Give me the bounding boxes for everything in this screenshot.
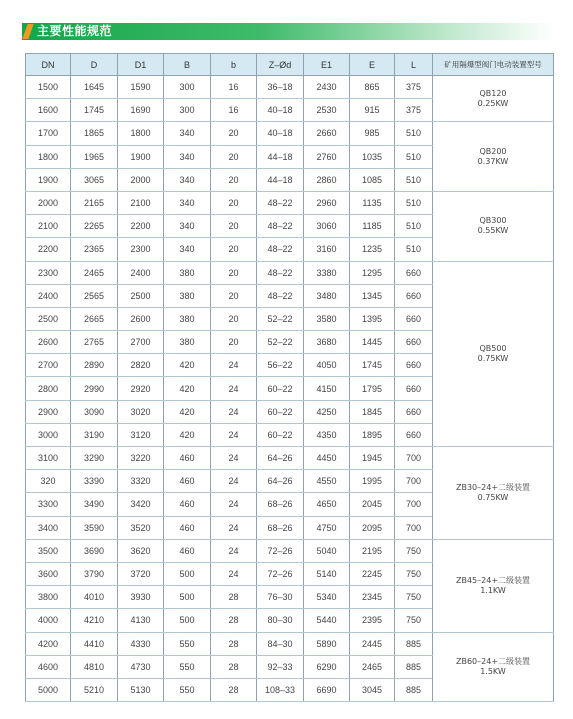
column-header: b [211, 54, 257, 76]
table-cell: 340 [164, 191, 211, 214]
table-cell: 16 [211, 76, 257, 99]
actuator-model-name: ZB45–24+二级装置 [455, 575, 531, 585]
table-cell: 660 [395, 261, 433, 284]
table-cell: 1395 [350, 307, 395, 330]
table-cell: 750 [395, 539, 433, 562]
table-cell: 28 [211, 632, 257, 655]
table-cell: 985 [350, 122, 395, 145]
table-cell: 3400 [26, 516, 71, 539]
table-row [26, 261, 554, 284]
table-cell: 2820 [118, 354, 164, 377]
table-cell: 1690 [118, 99, 164, 122]
table-cell: 20 [211, 122, 257, 145]
table-cell: 72–26 [257, 562, 304, 585]
table-cell: 2860 [304, 168, 350, 191]
table-cell: 2165 [71, 191, 118, 214]
table-cell: 48–22 [257, 261, 304, 284]
table-cell: 340 [164, 145, 211, 168]
table-cell: 3580 [304, 307, 350, 330]
table-cell: 4350 [304, 423, 350, 446]
table-cell: 510 [395, 215, 433, 238]
table-cell: 380 [164, 331, 211, 354]
table-cell: 3065 [71, 168, 118, 191]
table-cell: 4600 [26, 655, 71, 678]
table-cell: 3390 [71, 470, 118, 493]
table-cell: 2200 [118, 215, 164, 238]
table-cell: 2300 [26, 261, 71, 284]
table-cell: 20 [211, 168, 257, 191]
table-cell: 660 [395, 377, 433, 400]
table-cell: 660 [395, 354, 433, 377]
table-cell: 380 [164, 307, 211, 330]
table-cell: 3020 [118, 400, 164, 423]
table-cell: 24 [211, 470, 257, 493]
table-cell: 2565 [71, 284, 118, 307]
table-cell: 1865 [71, 122, 118, 145]
table-cell: 460 [164, 539, 211, 562]
table-cell: 1795 [350, 377, 395, 400]
table-cell: 750 [395, 609, 433, 632]
table-cell: 36–18 [257, 76, 304, 99]
table-cell: 3790 [71, 562, 118, 585]
table-cell: 3100 [26, 447, 71, 470]
actuator-model-cell [433, 539, 554, 632]
table-cell: 2465 [71, 261, 118, 284]
table-cell: 4210 [71, 609, 118, 632]
table-cell: 3290 [71, 447, 118, 470]
table-cell: 24 [211, 400, 257, 423]
table-cell: 1085 [350, 168, 395, 191]
actuator-model-power: 0.75KW [477, 353, 509, 363]
table-cell: 3480 [304, 284, 350, 307]
table-cell: 1700 [26, 122, 71, 145]
table-cell: 3190 [71, 423, 118, 446]
actuator-model-name: QB500 [479, 343, 507, 353]
table-cell: 3620 [118, 539, 164, 562]
actuator-model-cell [433, 191, 554, 261]
table-cell: 24 [211, 562, 257, 585]
table-cell: 2600 [26, 331, 71, 354]
table-cell: 660 [395, 423, 433, 446]
table-cell: 3590 [71, 516, 118, 539]
table-cell: 3000 [26, 423, 71, 446]
actuator-model-power: 0.25KW [477, 98, 509, 108]
table-cell: 2700 [118, 331, 164, 354]
column-header: Z–Ød [257, 54, 304, 76]
table-cell: 4330 [118, 632, 164, 655]
table-cell: 4250 [304, 400, 350, 423]
table-cell: 20 [211, 215, 257, 238]
table-cell: 1800 [118, 122, 164, 145]
table-row [26, 632, 554, 655]
table-cell: 2100 [118, 191, 164, 214]
table-cell: 3420 [118, 493, 164, 516]
table-cell: 5000 [26, 678, 71, 701]
table-cell: 68–26 [257, 516, 304, 539]
table-cell: 420 [164, 354, 211, 377]
table-cell: 28 [211, 655, 257, 678]
table-cell: 5890 [304, 632, 350, 655]
table-cell: 510 [395, 145, 433, 168]
actuator-model-name: ZB60–24+二级装置 [455, 656, 531, 666]
table-cell: 3380 [304, 261, 350, 284]
table-cell: 660 [395, 284, 433, 307]
actuator-model-cell [433, 122, 554, 192]
table-cell: 2000 [118, 168, 164, 191]
table-cell: 420 [164, 423, 211, 446]
table-header-row [26, 54, 554, 76]
table-cell: 4750 [304, 516, 350, 539]
table-cell: 700 [395, 470, 433, 493]
table-cell: 2600 [118, 307, 164, 330]
table-cell: 64–26 [257, 470, 304, 493]
table-cell: 3930 [118, 586, 164, 609]
table-cell: 885 [395, 632, 433, 655]
table-cell: 3800 [26, 586, 71, 609]
table-cell: 550 [164, 678, 211, 701]
table-cell: 2195 [350, 539, 395, 562]
table-cell: 3320 [118, 470, 164, 493]
table-cell: 2500 [118, 284, 164, 307]
table-cell: 3520 [118, 516, 164, 539]
table-cell: 3720 [118, 562, 164, 585]
table-cell: 44–18 [257, 168, 304, 191]
column-header: D [71, 54, 118, 76]
actuator-model-power: 0.37KW [477, 156, 509, 166]
performance-spec-table [25, 53, 554, 702]
table-cell: 3500 [26, 539, 71, 562]
table-cell: 340 [164, 168, 211, 191]
table-cell: 2900 [26, 400, 71, 423]
table-cell: 510 [395, 122, 433, 145]
table-cell: 2660 [304, 122, 350, 145]
table-cell: 1445 [350, 331, 395, 354]
table-cell: 60–22 [257, 400, 304, 423]
table-cell: 76–30 [257, 586, 304, 609]
table-cell: 3045 [350, 678, 395, 701]
table-cell: 2000 [26, 191, 71, 214]
table-cell: 2095 [350, 516, 395, 539]
table-cell: 5340 [304, 586, 350, 609]
table-cell: 1900 [118, 145, 164, 168]
table-cell: 885 [395, 655, 433, 678]
table-body [26, 76, 554, 702]
table-cell: 24 [211, 354, 257, 377]
table-cell: 500 [164, 586, 211, 609]
table-cell: 20 [211, 238, 257, 261]
column-header: D1 [118, 54, 164, 76]
table-cell: 3160 [304, 238, 350, 261]
table-cell: 2400 [118, 261, 164, 284]
table-cell: 1345 [350, 284, 395, 307]
table-cell: 2890 [71, 354, 118, 377]
table-cell: 1745 [350, 354, 395, 377]
table-cell: 5140 [304, 562, 350, 585]
table-cell: 3300 [26, 493, 71, 516]
table-cell: 3600 [26, 562, 71, 585]
actuator-model-name: QB200 [479, 146, 507, 156]
table-cell: 1945 [350, 447, 395, 470]
table-cell: 4130 [118, 609, 164, 632]
table-cell: 2365 [71, 238, 118, 261]
table-cell: 56–22 [257, 354, 304, 377]
table-cell: 52–22 [257, 331, 304, 354]
table-cell: 460 [164, 447, 211, 470]
column-header: E [350, 54, 395, 76]
table-cell: 660 [395, 307, 433, 330]
actuator-model-power: 0.55KW [477, 226, 509, 236]
table-row [26, 122, 554, 145]
table-cell: 300 [164, 76, 211, 99]
table-cell: 2200 [26, 238, 71, 261]
table-cell: 1185 [350, 215, 395, 238]
actuator-model-power: 1.1KW [480, 585, 506, 595]
table-cell: 2465 [350, 655, 395, 678]
table-cell: 4450 [304, 447, 350, 470]
table-cell: 24 [211, 493, 257, 516]
table-cell: 72–26 [257, 539, 304, 562]
table-cell: 3060 [304, 215, 350, 238]
table-cell: 2300 [118, 238, 164, 261]
table-cell: 20 [211, 261, 257, 284]
table-cell: 375 [395, 99, 433, 122]
table-cell: 2960 [304, 191, 350, 214]
table-cell: 380 [164, 261, 211, 284]
table-cell: 300 [164, 99, 211, 122]
table-cell: 3120 [118, 423, 164, 446]
table-cell: 3090 [71, 400, 118, 423]
table-cell: 20 [211, 145, 257, 168]
table-cell: 700 [395, 516, 433, 539]
table-cell: 2700 [26, 354, 71, 377]
table-cell: 3680 [304, 331, 350, 354]
table-cell: 1895 [350, 423, 395, 446]
table-row [26, 76, 554, 99]
actuator-model-power: 1.5KW [480, 666, 506, 676]
table-cell: 340 [164, 215, 211, 238]
table-cell: 500 [164, 609, 211, 632]
table-cell: 2920 [118, 377, 164, 400]
table-cell: 48–22 [257, 238, 304, 261]
table-cell: 1845 [350, 400, 395, 423]
column-header: E1 [304, 54, 350, 76]
table-cell: 3490 [71, 493, 118, 516]
column-header: L [395, 54, 433, 76]
table-cell: 28 [211, 609, 257, 632]
table-cell: 865 [350, 76, 395, 99]
table-cell: 2445 [350, 632, 395, 655]
column-header: DN [26, 54, 71, 76]
table-cell: 510 [395, 168, 433, 191]
table-cell: 1035 [350, 145, 395, 168]
table-cell: 60–22 [257, 377, 304, 400]
table-cell: 700 [395, 493, 433, 516]
table-cell: 1965 [71, 145, 118, 168]
table-cell: 2430 [304, 76, 350, 99]
actuator-model-cell [433, 632, 554, 702]
table-cell: 420 [164, 400, 211, 423]
table-cell: 2765 [71, 331, 118, 354]
table-cell: 915 [350, 99, 395, 122]
table-cell: 6290 [304, 655, 350, 678]
table-cell: 2395 [350, 609, 395, 632]
table-cell: 64–26 [257, 447, 304, 470]
table-cell: 48–22 [257, 215, 304, 238]
table-row [26, 447, 554, 470]
table-cell: 4050 [304, 354, 350, 377]
table-row [26, 191, 554, 214]
table-cell: 5210 [71, 678, 118, 701]
table-cell: 1235 [350, 238, 395, 261]
table-cell: 24 [211, 447, 257, 470]
table-cell: 4550 [304, 470, 350, 493]
table-cell: 660 [395, 400, 433, 423]
actuator-model-cell [433, 261, 554, 447]
table-cell: 510 [395, 191, 433, 214]
table-cell: 510 [395, 238, 433, 261]
table-cell: 68–26 [257, 493, 304, 516]
table-cell: 5130 [118, 678, 164, 701]
table-cell: 2800 [26, 377, 71, 400]
table-cell: 1745 [71, 99, 118, 122]
header-accent-slash [22, 24, 33, 39]
table-cell: 1500 [26, 76, 71, 99]
table-cell: 40–18 [257, 122, 304, 145]
table-cell: 16 [211, 99, 257, 122]
table-cell: 2100 [26, 215, 71, 238]
table-cell: 420 [164, 377, 211, 400]
table-cell: 700 [395, 447, 433, 470]
table-cell: 40–18 [257, 99, 304, 122]
table-cell: 4000 [26, 609, 71, 632]
table-cell: 1645 [71, 76, 118, 99]
actuator-model-name: ZB30–24+二级装置 [455, 482, 531, 492]
table-cell: 24 [211, 516, 257, 539]
table-cell: 2990 [71, 377, 118, 400]
table-cell: 84–30 [257, 632, 304, 655]
actuator-model-name: QB120 [479, 88, 507, 98]
table-cell: 108–33 [257, 678, 304, 701]
table-cell: 5040 [304, 539, 350, 562]
table-cell: 2665 [71, 307, 118, 330]
table-cell: 2045 [350, 493, 395, 516]
table-cell: 1295 [350, 261, 395, 284]
table-cell: 4150 [304, 377, 350, 400]
table-cell: 750 [395, 562, 433, 585]
actuator-model-name: QB300 [479, 216, 507, 226]
table-cell: 20 [211, 331, 257, 354]
actuator-model-power: 0.75KW [477, 492, 509, 502]
table-cell: 460 [164, 470, 211, 493]
table-cell: 375 [395, 76, 433, 99]
table-cell: 500 [164, 562, 211, 585]
table-cell: 24 [211, 539, 257, 562]
table-cell: 380 [164, 284, 211, 307]
table-cell: 1600 [26, 99, 71, 122]
table-cell: 4650 [304, 493, 350, 516]
table-cell: 60–22 [257, 423, 304, 446]
table-cell: 460 [164, 516, 211, 539]
table-cell: 80–30 [257, 609, 304, 632]
table-cell: 4730 [118, 655, 164, 678]
table-cell: 1135 [350, 191, 395, 214]
table-cell: 28 [211, 586, 257, 609]
table-cell: 5440 [304, 609, 350, 632]
table-cell: 460 [164, 493, 211, 516]
table-cell: 92–33 [257, 655, 304, 678]
table-cell: 6690 [304, 678, 350, 701]
column-header: 矿用隔爆型阀门电动装置型号 [433, 54, 554, 76]
table-cell: 1995 [350, 470, 395, 493]
table-cell: 48–22 [257, 191, 304, 214]
table-cell: 3690 [71, 539, 118, 562]
table-cell: 20 [211, 307, 257, 330]
table-cell: 1900 [26, 168, 71, 191]
table-cell: 550 [164, 632, 211, 655]
table-cell: 1590 [118, 76, 164, 99]
table-cell: 24 [211, 377, 257, 400]
table-cell: 2400 [26, 284, 71, 307]
table-cell: 4410 [71, 632, 118, 655]
table-cell: 750 [395, 586, 433, 609]
table-cell: 44–18 [257, 145, 304, 168]
table-cell: 48–22 [257, 284, 304, 307]
table-cell: 1800 [26, 145, 71, 168]
table-cell: 550 [164, 655, 211, 678]
table-cell: 52–22 [257, 307, 304, 330]
table-cell: 28 [211, 678, 257, 701]
table-cell: 4200 [26, 632, 71, 655]
table-cell: 4810 [71, 655, 118, 678]
table-cell: 340 [164, 122, 211, 145]
table-cell: 2345 [350, 586, 395, 609]
table-cell: 340 [164, 238, 211, 261]
table-cell: 2500 [26, 307, 71, 330]
actuator-model-cell [433, 76, 554, 122]
table-row [26, 539, 554, 562]
section-title: 主要性能规范 [37, 24, 113, 38]
table-cell: 4010 [71, 586, 118, 609]
table-cell: 2530 [304, 99, 350, 122]
table-cell: 885 [395, 678, 433, 701]
table-cell: 3220 [118, 447, 164, 470]
column-header: B [164, 54, 211, 76]
actuator-model-cell [433, 447, 554, 540]
table-cell: 24 [211, 423, 257, 446]
table-cell: 320 [26, 470, 71, 493]
table-cell: 2265 [71, 215, 118, 238]
table-cell: 20 [211, 191, 257, 214]
table-cell: 20 [211, 284, 257, 307]
table-cell: 660 [395, 331, 433, 354]
section-header-bar [22, 23, 555, 40]
table-cell: 2760 [304, 145, 350, 168]
table-cell: 2245 [350, 562, 395, 585]
